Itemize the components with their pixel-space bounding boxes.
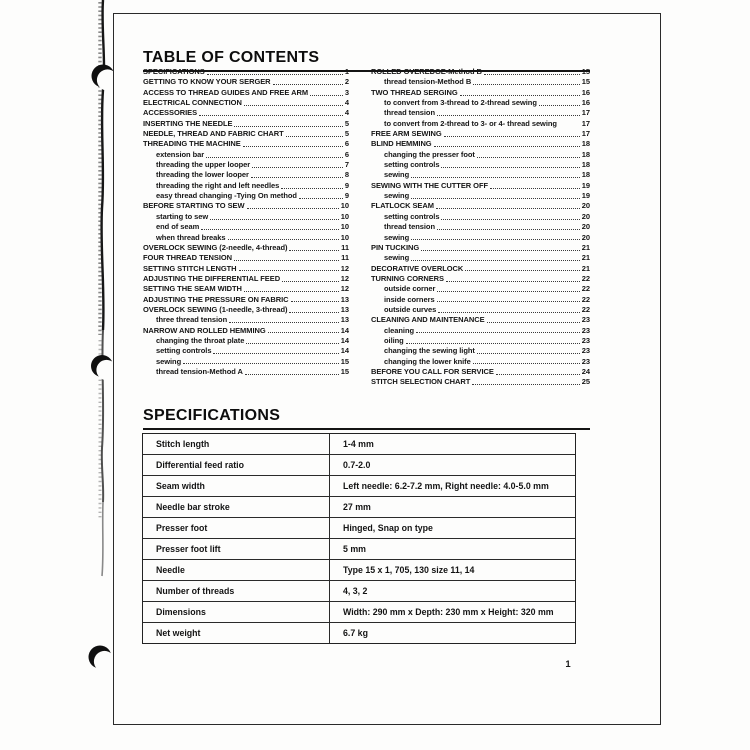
spec-row bbox=[143, 602, 575, 623]
toc-entry-page: 14 bbox=[340, 346, 349, 356]
toc-entry-page: 5 bbox=[344, 118, 349, 128]
dot-leader bbox=[201, 228, 339, 230]
toc-entry-page: 22 bbox=[581, 284, 590, 294]
toc-entry-page: 25 bbox=[581, 377, 590, 387]
toc-entry bbox=[371, 305, 590, 315]
dot-leader bbox=[465, 269, 579, 271]
spec-label: Number of threads bbox=[143, 581, 330, 601]
dot-leader bbox=[228, 238, 339, 240]
toc-entry-label: ACCESSORIES bbox=[143, 108, 198, 118]
spec-row bbox=[143, 476, 575, 497]
toc-entry-label: FREE ARM SEWING bbox=[371, 129, 442, 139]
toc-entry-page: 21 bbox=[581, 263, 590, 273]
dot-leader bbox=[406, 342, 580, 344]
toc-entry bbox=[371, 170, 590, 180]
toc-entry-page: 20 bbox=[581, 232, 590, 242]
spec-row bbox=[143, 581, 575, 602]
toc-entry bbox=[371, 150, 590, 160]
toc-column-left bbox=[143, 67, 349, 388]
toc-entry-label: BEFORE STARTING TO SEW bbox=[143, 201, 245, 211]
toc-entry-page: 14 bbox=[340, 325, 349, 335]
dot-leader bbox=[460, 94, 580, 96]
toc-entry-page: 13 bbox=[340, 304, 349, 314]
toc-entry bbox=[143, 212, 349, 222]
toc-entry-label: thread tension bbox=[384, 222, 435, 232]
dot-leader bbox=[472, 383, 579, 385]
toc-entry-label: oiling bbox=[384, 335, 404, 345]
dot-leader bbox=[282, 280, 339, 282]
spiral-binding-icon bbox=[80, 0, 120, 750]
dot-leader bbox=[473, 362, 580, 364]
dot-leader bbox=[246, 342, 338, 344]
toc-entry-label: sewing bbox=[384, 191, 410, 201]
dot-leader bbox=[490, 187, 580, 189]
toc-entry bbox=[371, 160, 590, 170]
toc-entry-page: 21 bbox=[581, 253, 590, 263]
toc-entry-label: SPECIFICATIONS bbox=[143, 67, 205, 76]
dot-leader bbox=[286, 135, 343, 137]
toc-entry bbox=[371, 326, 590, 336]
spec-row bbox=[143, 560, 575, 581]
toc-entry-page: 20 bbox=[581, 201, 590, 211]
toc-entry-label: inside corners bbox=[384, 294, 435, 304]
dot-leader bbox=[268, 331, 339, 333]
spec-value: 1-4 mm bbox=[343, 439, 374, 449]
spec-label: Seam width bbox=[143, 476, 330, 496]
spec-row bbox=[143, 539, 575, 560]
toc-entry-page: 23 bbox=[581, 335, 590, 345]
toc-entry bbox=[371, 222, 590, 232]
toc-entry-label: end of seam bbox=[156, 222, 200, 232]
toc-entry-label: changing the lower knife bbox=[384, 356, 471, 366]
toc-entry-label: NEEDLE, THREAD AND FABRIC CHART bbox=[143, 129, 284, 139]
toc-entry-page: 9 bbox=[344, 180, 349, 190]
toc-entry-page: 3 bbox=[344, 87, 349, 97]
toc-entry-page: 18 bbox=[581, 170, 590, 180]
toc-entry-page: 24 bbox=[581, 366, 590, 376]
toc-entry bbox=[143, 88, 349, 98]
toc-entry-page: 23 bbox=[581, 325, 590, 335]
toc-entry bbox=[143, 119, 349, 129]
toc-entry-page: 16 bbox=[581, 87, 590, 97]
spec-value: Type 15 x 1, 705, 130 size 11, 14 bbox=[343, 565, 475, 575]
spec-value: Width: 290 mm x Depth: 230 mm x Height: 320 mm bbox=[343, 607, 554, 617]
toc-entry-label: changing the throat plate bbox=[156, 335, 245, 345]
dot-leader bbox=[437, 300, 580, 302]
toc-entry-label: TWO THREAD SERGING bbox=[371, 87, 458, 97]
toc-entry-page: 9 bbox=[344, 191, 349, 201]
toc-entry-page: 12 bbox=[340, 263, 349, 273]
toc-entry-label: cleaning bbox=[384, 325, 415, 335]
dot-leader bbox=[213, 352, 338, 354]
spec-label: Needle bbox=[143, 560, 330, 580]
toc-entry bbox=[143, 264, 349, 274]
dot-leader bbox=[437, 290, 579, 292]
toc-entry-page: 22 bbox=[581, 294, 590, 304]
spec-value: 4, 3, 2 bbox=[343, 586, 368, 596]
toc-entry-page: 4 bbox=[344, 108, 349, 118]
dot-leader bbox=[441, 166, 579, 168]
toc-entry-label: sewing bbox=[384, 253, 410, 263]
dot-leader bbox=[281, 187, 343, 189]
toc-entry bbox=[143, 233, 349, 243]
dot-leader bbox=[210, 218, 339, 220]
toc-columns bbox=[143, 67, 590, 388]
spec-label: Presser foot lift bbox=[143, 539, 330, 559]
toc-entry-label: sewing bbox=[156, 356, 182, 366]
toc-entry-label: NARROW AND ROLLED HEMMING bbox=[143, 325, 266, 335]
dot-leader bbox=[411, 176, 580, 178]
toc-entry-page: 21 bbox=[581, 242, 590, 252]
dot-leader bbox=[273, 83, 343, 85]
dot-leader bbox=[244, 290, 339, 292]
dot-leader bbox=[245, 373, 339, 375]
toc-entry-page: 17 bbox=[581, 118, 590, 128]
spec-row bbox=[143, 518, 575, 539]
dot-leader bbox=[473, 83, 580, 85]
toc-entry bbox=[371, 201, 590, 211]
dot-leader bbox=[234, 259, 339, 261]
toc-entry bbox=[143, 326, 349, 336]
toc-entry-label: thread tension bbox=[384, 108, 435, 118]
toc-entry-label: setting controls bbox=[384, 211, 440, 221]
dot-leader bbox=[446, 280, 580, 282]
spec-row bbox=[143, 497, 575, 518]
spec-label: Dimensions bbox=[143, 602, 330, 622]
dot-leader bbox=[477, 156, 580, 158]
toc-entry bbox=[143, 336, 349, 346]
toc-entry bbox=[371, 274, 590, 284]
toc-entry bbox=[143, 170, 349, 180]
spec-value: 5 mm bbox=[343, 544, 366, 554]
dot-leader bbox=[251, 176, 343, 178]
spec-value: Hinged, Snap on type bbox=[343, 523, 433, 533]
toc-entry bbox=[371, 367, 590, 377]
spec-label: Presser foot bbox=[143, 518, 330, 538]
dot-leader bbox=[444, 135, 580, 137]
dot-leader bbox=[559, 126, 580, 127]
toc-entry-label: ACCESS TO THREAD GUIDES AND FREE ARM bbox=[143, 87, 309, 97]
toc-entry-label: outside curves bbox=[384, 304, 437, 314]
toc-entry-page: 23 bbox=[581, 346, 590, 356]
toc-entry-page: 10 bbox=[340, 232, 349, 242]
toc-entry bbox=[143, 305, 349, 315]
toc-entry-page: 15 bbox=[581, 77, 590, 87]
toc-entry bbox=[371, 212, 590, 222]
dot-leader bbox=[411, 259, 580, 261]
toc-column-right bbox=[371, 67, 590, 388]
toc-entry-label: threading the right and left needles bbox=[156, 180, 280, 190]
spec-row bbox=[143, 455, 575, 476]
toc-entry bbox=[371, 129, 590, 139]
toc-entry bbox=[371, 77, 590, 87]
toc-entry bbox=[371, 346, 590, 356]
toc-entry bbox=[143, 284, 349, 294]
dot-leader bbox=[438, 311, 580, 313]
toc-entry bbox=[371, 243, 590, 253]
toc-entry-page: 10 bbox=[340, 222, 349, 232]
toc-entry bbox=[143, 98, 349, 108]
dot-leader bbox=[437, 114, 580, 116]
toc-entry-page: 13 bbox=[340, 294, 349, 304]
toc-entry bbox=[371, 233, 590, 243]
toc-entry-label: sewing bbox=[384, 232, 410, 242]
toc-entry bbox=[371, 315, 590, 325]
dot-leader bbox=[437, 228, 580, 230]
dot-leader bbox=[484, 73, 580, 75]
toc-entry-page: 22 bbox=[581, 304, 590, 314]
toc-entry-page: 8 bbox=[344, 170, 349, 180]
toc-entry-label: ELECTRICAL CONNECTION bbox=[143, 98, 242, 108]
toc-entry bbox=[371, 284, 590, 294]
toc-entry-page: 15 bbox=[340, 366, 349, 376]
toc-entry bbox=[143, 108, 349, 118]
dot-leader bbox=[539, 104, 580, 106]
toc-entry bbox=[143, 367, 349, 377]
toc-entry-label: OVERLOCK SEWING (1-needle, 3-thread) bbox=[143, 304, 288, 314]
toc-entry-label: sewing bbox=[384, 170, 410, 180]
toc-entry-label: to convert from 2-thread to 3- or 4- thread sewing bbox=[384, 118, 557, 128]
toc-entry-label: FOUR THREAD TENSION bbox=[143, 253, 233, 263]
toc-entry bbox=[143, 346, 349, 356]
toc-entry-label: thread tension-Method A bbox=[156, 366, 243, 376]
toc-entry-label: outside corner bbox=[384, 284, 436, 294]
toc-entry bbox=[143, 201, 349, 211]
dot-leader bbox=[234, 125, 342, 127]
toc-entry-label: extension bar bbox=[156, 149, 205, 159]
toc-entry-label: threading the upper looper bbox=[156, 160, 251, 170]
toc-entry bbox=[143, 191, 349, 201]
toc-entry-label: SETTING THE SEAM WIDTH bbox=[143, 284, 242, 294]
dot-leader bbox=[441, 218, 579, 220]
toc-entry-page: 4 bbox=[344, 98, 349, 108]
toc-entry-page: 12 bbox=[340, 273, 349, 283]
toc-entry-page: 11 bbox=[341, 253, 349, 263]
spec-label: Stitch length bbox=[143, 434, 330, 454]
toc-entry-label: SETTING STITCH LENGTH bbox=[143, 263, 237, 273]
toc-entry-page: 14 bbox=[340, 335, 349, 345]
toc-entry-page: 23 bbox=[581, 356, 590, 366]
toc-entry bbox=[371, 377, 590, 387]
toc-entry bbox=[371, 295, 590, 305]
toc-entry-page: 2 bbox=[344, 77, 349, 87]
dot-leader bbox=[436, 207, 580, 209]
toc-entry-label: ROLLED OVEREDGE-Method B bbox=[371, 67, 482, 76]
toc-title: TABLE OF CONTENTS bbox=[143, 49, 590, 72]
toc-entry-page: 18 bbox=[581, 139, 590, 149]
toc-entry-label: when thread breaks bbox=[156, 232, 226, 242]
toc-entry-label: changing the presser foot bbox=[384, 149, 475, 159]
toc-entry-label: thread tension-Method B bbox=[384, 77, 472, 87]
dot-leader bbox=[487, 321, 580, 323]
toc-entry bbox=[143, 150, 349, 160]
toc-entry bbox=[371, 336, 590, 346]
toc-entry-label: GETTING TO KNOW YOUR SERGER bbox=[143, 77, 271, 87]
spec-row bbox=[143, 623, 575, 643]
toc-entry-label: DECORATIVE OVERLOCK bbox=[371, 263, 464, 273]
dot-leader bbox=[299, 197, 343, 199]
toc-entry-page: 18 bbox=[581, 160, 590, 170]
toc-entry-page: 23 bbox=[581, 315, 590, 325]
toc-entry bbox=[371, 264, 590, 274]
toc-entry-label: easy thread changing -Tying On method bbox=[156, 191, 297, 201]
spec-value: 6.7 kg bbox=[343, 628, 368, 638]
toc-entry-page: 12 bbox=[340, 284, 349, 294]
toc-entry-label: SEWING WITH THE CUTTER OFF bbox=[371, 180, 489, 190]
dot-leader bbox=[291, 300, 339, 302]
dot-leader bbox=[183, 362, 339, 364]
spec-value: Left needle: 6.2-7.2 mm, Right needle: 4.0-5.0 mm bbox=[343, 481, 549, 491]
toc-entry-label: BLIND HEMMING bbox=[371, 139, 432, 149]
spec-value: 0.7-2.0 bbox=[343, 460, 371, 470]
toc-entry bbox=[371, 139, 590, 149]
toc-entry-page: 16 bbox=[581, 98, 590, 108]
toc-entry-label: ADJUSTING THE PRESSURE ON FABRIC bbox=[143, 294, 289, 304]
toc-entry-label: ADJUSTING THE DIFFERENTIAL FEED bbox=[143, 273, 281, 283]
dot-leader bbox=[411, 197, 580, 199]
toc-entry-label: starting to sew bbox=[156, 211, 209, 221]
dot-leader bbox=[229, 321, 339, 323]
toc-entry-page: 15 bbox=[581, 67, 590, 76]
toc-entry bbox=[371, 253, 590, 263]
toc-entry-label: BEFORE YOU CALL FOR SERVICE bbox=[371, 366, 494, 376]
toc-entry-page: 18 bbox=[581, 149, 590, 159]
dot-leader bbox=[207, 73, 343, 75]
dot-leader bbox=[247, 207, 339, 209]
spec-label: Differential feed ratio bbox=[143, 455, 330, 475]
toc-entry bbox=[143, 253, 349, 263]
toc-entry bbox=[143, 129, 349, 139]
toc-entry-page: 13 bbox=[340, 315, 349, 325]
toc-entry-label: three thread tension bbox=[156, 315, 228, 325]
toc-entry-label: changing the sewing light bbox=[384, 346, 475, 356]
toc-entry-label: setting controls bbox=[156, 346, 212, 356]
toc-entry bbox=[143, 357, 349, 367]
toc-entry-page: 5 bbox=[344, 129, 349, 139]
page-number: 1 bbox=[565, 659, 571, 670]
spec-label: Net weight bbox=[143, 623, 330, 643]
toc-entry-page: 19 bbox=[581, 191, 590, 201]
toc-entry-label: CLEANING AND MAINTENANCE bbox=[371, 315, 485, 325]
toc-entry bbox=[371, 108, 590, 118]
toc-entry-label: INSERTING THE NEEDLE bbox=[143, 118, 233, 128]
toc-entry bbox=[143, 181, 349, 191]
toc-entry-page: 19 bbox=[581, 180, 590, 190]
toc-entry bbox=[143, 222, 349, 232]
toc-entry-label: threading the lower looper bbox=[156, 170, 249, 180]
toc-entry-label: FLATLOCK SEAM bbox=[371, 201, 434, 211]
toc-entry bbox=[371, 98, 590, 108]
toc-entry-page: 6 bbox=[344, 139, 349, 149]
dot-leader bbox=[199, 114, 343, 116]
toc-entry bbox=[143, 315, 349, 325]
toc-entry bbox=[371, 67, 590, 77]
toc-entry bbox=[371, 181, 590, 191]
dot-leader bbox=[310, 94, 343, 96]
dot-leader bbox=[411, 238, 580, 240]
toc-entry-label: to convert from 3-thread to 2-thread sewing bbox=[384, 98, 537, 108]
toc-entry-label: setting controls bbox=[384, 160, 440, 170]
dot-leader bbox=[496, 373, 580, 375]
toc-entry bbox=[143, 77, 349, 87]
specifications-title: SPECIFICATIONS bbox=[143, 407, 590, 430]
dot-leader bbox=[206, 156, 343, 158]
toc-entry bbox=[143, 67, 349, 77]
toc-entry bbox=[371, 191, 590, 201]
toc-entry-page: 7 bbox=[344, 160, 349, 170]
toc-entry bbox=[371, 88, 590, 98]
toc-entry-page: 20 bbox=[581, 222, 590, 232]
toc-entry-page: 17 bbox=[581, 129, 590, 139]
dot-leader bbox=[289, 311, 338, 313]
specifications-table bbox=[142, 433, 576, 644]
dot-leader bbox=[416, 331, 580, 333]
dot-leader bbox=[421, 249, 580, 251]
toc-entry bbox=[143, 243, 349, 253]
toc-entry-page: 17 bbox=[581, 108, 590, 118]
dot-leader bbox=[434, 145, 580, 147]
toc-entry-page: 10 bbox=[340, 211, 349, 221]
toc-entry-page: 1 bbox=[344, 67, 349, 76]
toc-entry bbox=[143, 160, 349, 170]
dot-leader bbox=[244, 104, 343, 106]
toc-entry-page: 6 bbox=[344, 149, 349, 159]
toc-entry-label: OVERLOCK SEWING (2-needle, 4-thread) bbox=[143, 242, 288, 252]
toc-entry-page: 15 bbox=[340, 356, 349, 366]
spec-label: Needle bar stroke bbox=[143, 497, 330, 517]
dot-leader bbox=[252, 166, 343, 168]
toc-entry-page: 11 bbox=[341, 242, 349, 252]
toc-entry-label: PIN TUCKING bbox=[371, 242, 420, 252]
dot-leader bbox=[477, 352, 580, 354]
toc-entry-label: THREADING THE MACHINE bbox=[143, 139, 241, 149]
dot-leader bbox=[289, 249, 339, 251]
spec-row bbox=[143, 434, 575, 455]
toc-entry-page: 20 bbox=[581, 211, 590, 221]
toc-entry bbox=[371, 119, 590, 129]
toc-entry bbox=[143, 295, 349, 305]
toc-entry-label: TURNING CORNERS bbox=[371, 273, 445, 283]
toc-entry bbox=[143, 274, 349, 284]
toc-entry-page: 22 bbox=[581, 273, 590, 283]
dot-leader bbox=[239, 269, 339, 271]
toc-entry bbox=[371, 357, 590, 367]
toc-entry-label: STITCH SELECTION CHART bbox=[371, 377, 471, 387]
spec-value: 27 mm bbox=[343, 502, 371, 512]
toc-entry bbox=[143, 139, 349, 149]
dot-leader bbox=[243, 145, 343, 147]
toc-entry-page: 10 bbox=[340, 201, 349, 211]
